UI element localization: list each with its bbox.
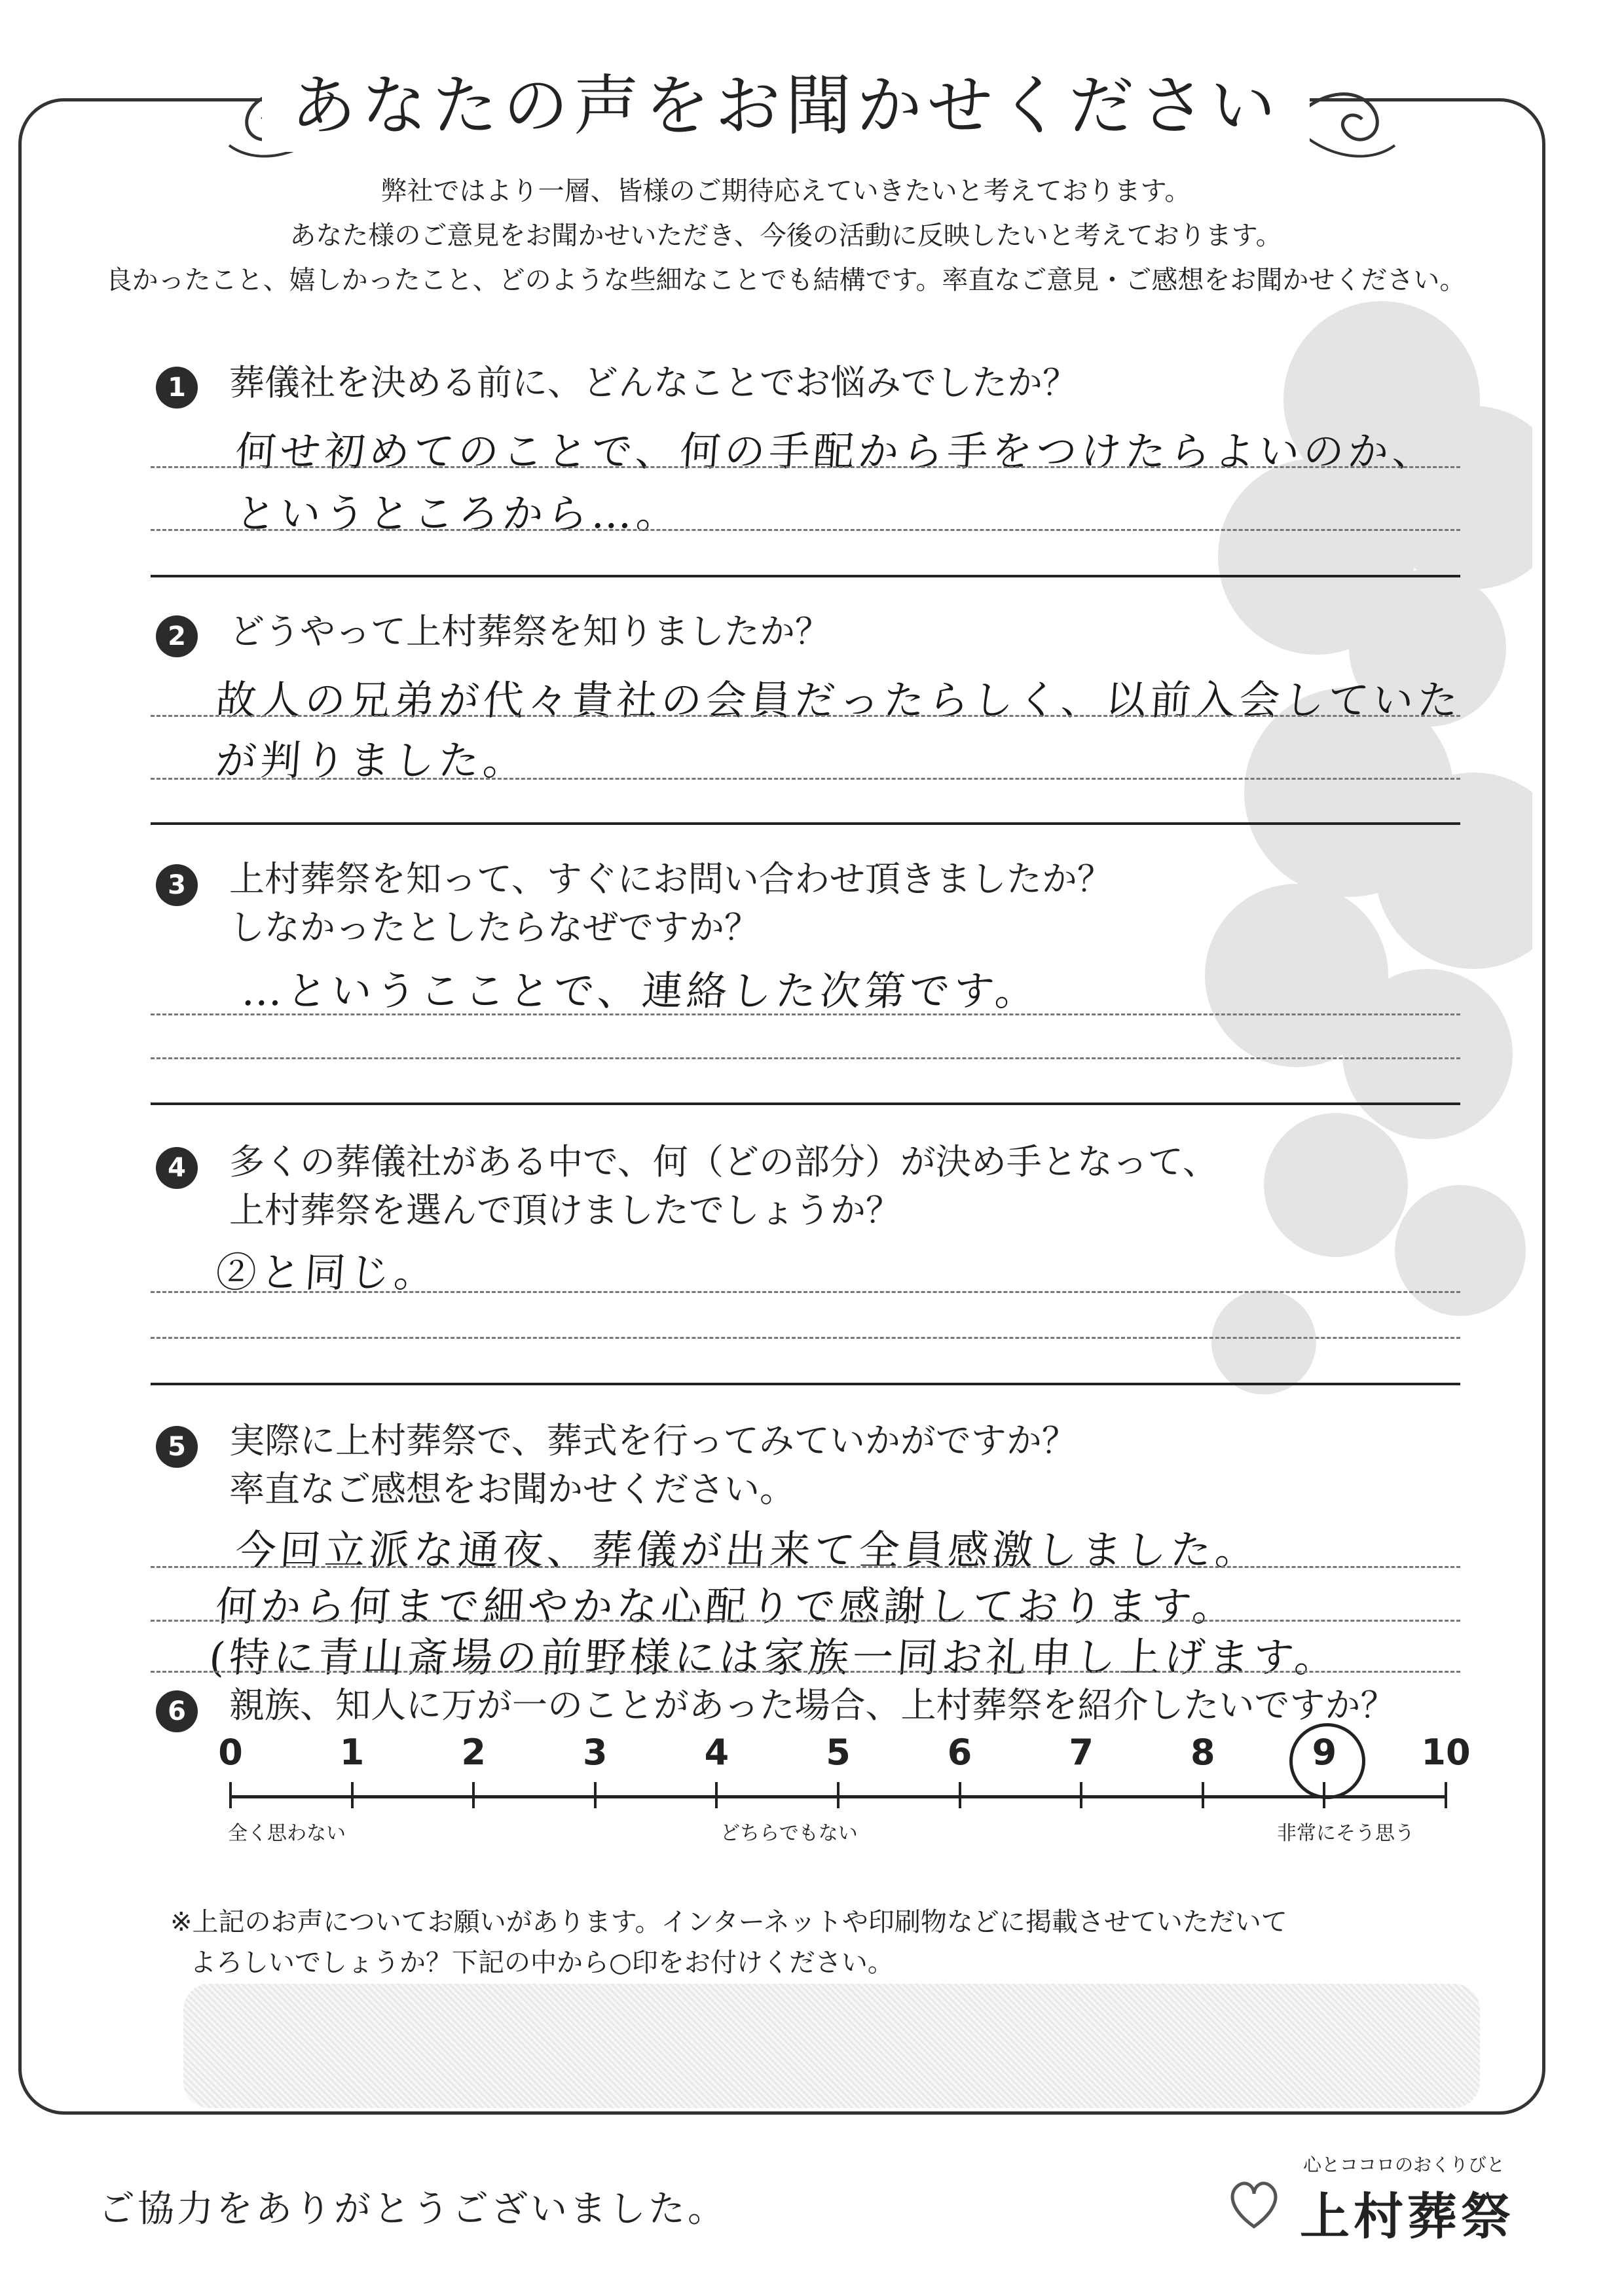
form-title: あなたの声をお聞かせください: [262, 60, 1310, 152]
question-2-text: どうやって上村葬祭を知りましたか？: [229, 611, 830, 652]
scale-tick: [472, 1782, 475, 1808]
footer-thanks: ご協力をありがとうございました。: [98, 2188, 727, 2231]
scale-label-low: 全く思わない: [228, 1822, 346, 1845]
question-5-answer: 何から何まで細やかな心配りで感謝しております。: [214, 1582, 1239, 1630]
question-5-answer: (特に青山斎場の前野様には家族一同お礼申し上げます。: [208, 1633, 1341, 1681]
question-1-number: 1: [156, 367, 198, 409]
scale-number-0[interactable]: 0: [218, 1732, 243, 1773]
scale-number-5[interactable]: 5: [826, 1732, 851, 1773]
question-6-number: 6: [156, 1690, 198, 1732]
question-2-answer: が判りました。: [214, 737, 530, 784]
answer-line: [151, 1566, 1460, 1568]
answer-line: [151, 715, 1460, 717]
scale-label-high: 非常にそう思う: [1277, 1822, 1414, 1845]
scale-number-10[interactable]: 10: [1421, 1732, 1471, 1773]
question-4-text: 上村葬祭を選んで頂けましたでしょうか？: [229, 1190, 901, 1231]
scale-number-4[interactable]: 4: [704, 1732, 729, 1773]
question-1-answer: 何せ初めてのことで、何の手配から手をつけたらよいのか、: [234, 428, 1439, 475]
scale-label-mid: どちらでもない: [720, 1822, 858, 1845]
question-6-text: 親族、知人に万が一のことがあった場合、上村葬祭を紹介したいですか？: [229, 1685, 1396, 1726]
question-4-number: 4: [156, 1147, 198, 1189]
question-2-answer: 故人の兄弟が代々貴社の会員だったらしく、以前入会していた: [214, 676, 1464, 724]
question-5-text: 率直なご感想をお聞かせください。: [229, 1468, 795, 1510]
scale-number-3[interactable]: 3: [583, 1732, 608, 1773]
permission-note: [170, 1902, 1287, 1983]
question-3-answer: …というこことで、連絡した次第です。: [240, 967, 1042, 1015]
selected-rating-circle: [1289, 1723, 1365, 1799]
question-4-answer: ②と同じ。: [214, 1248, 441, 1296]
scale-number-2[interactable]: 2: [461, 1732, 486, 1773]
scale-number-8[interactable]: 8: [1190, 1732, 1215, 1773]
note-line: ※上記のお声についてお願いがあります。インターネットや印刷物などに掲載させていただいて: [170, 1907, 1287, 1937]
scale-tick: [1202, 1782, 1204, 1808]
heart-icon: [1225, 2174, 1283, 2233]
company-logo: [1225, 2151, 1513, 2249]
answer-line: [151, 1291, 1460, 1293]
note-line: よろしいでしょうか？下記の中から○印をお付けください。: [190, 1948, 894, 1978]
answer-line: [151, 778, 1460, 780]
logo-tagline: 心とココロのおくりびと: [1303, 2154, 1505, 2176]
question-1-text: 葬儀社を決める前に、どんなことでお悩みでしたか？: [229, 362, 1078, 403]
section-separator: [151, 1102, 1460, 1105]
question-3-text: しなかったとしたらなぜですか？: [229, 907, 760, 948]
answer-line: [151, 1013, 1460, 1015]
logo-name: 上村葬祭: [1300, 2187, 1515, 2246]
scale-tick: [594, 1782, 597, 1808]
question-1-answer: というところから…。: [234, 490, 683, 538]
scale-number-7[interactable]: 7: [1069, 1732, 1094, 1773]
scale-tick: [351, 1782, 354, 1808]
answer-line: [151, 529, 1460, 531]
scale-tick: [229, 1782, 232, 1808]
intro-line: 良かったこと、嬉しかったこと、どのような些細なことでも結構です。率直なご意見・ご感想をお聞かせください。: [105, 265, 1466, 295]
question-4-text: 多くの葬儀社がある中で、何（どの部分）が決め手となって、: [229, 1141, 1218, 1182]
question-5-text: 実際に上村葬祭で、葬式を行ってみていかがですか？: [229, 1420, 1077, 1461]
question-3-text: 上村葬祭を知って、すぐにお問い合わせ頂きましたか？: [229, 858, 1113, 900]
section-separator: [151, 822, 1460, 825]
scale-tick: [1080, 1782, 1082, 1808]
scanned-noise-area: [183, 1984, 1480, 2108]
question-5-answer: 今回立派な通夜、葬儀が出来て全員感激しました。: [234, 1526, 1262, 1574]
answer-line: [151, 466, 1460, 468]
section-separator: [151, 1383, 1460, 1385]
scale-tick: [1445, 1782, 1447, 1808]
intro-line: 弊社ではより一層、皆様のご期待応えていきたいと考えております。: [380, 176, 1191, 206]
section-separator: [151, 575, 1460, 577]
answer-line: [151, 1620, 1460, 1622]
scale-tick: [837, 1782, 840, 1808]
answer-line: [151, 1337, 1460, 1339]
scale-tick: [715, 1782, 718, 1808]
scale-number-9[interactable]: 9: [1312, 1732, 1337, 1773]
question-2-number: 2: [156, 615, 198, 657]
answer-line: [151, 1057, 1460, 1059]
question-5-number: 5: [156, 1426, 198, 1468]
question-3-number: 3: [156, 864, 198, 906]
scale-number-1[interactable]: 1: [339, 1732, 365, 1773]
scale-number-6[interactable]: 6: [947, 1732, 972, 1773]
answer-line: [151, 1671, 1460, 1673]
scale-tick: [959, 1782, 961, 1808]
intro-line: あなた様のご意見をお聞かせいただき、今後の活動に反映したいと考えております。: [289, 221, 1282, 251]
